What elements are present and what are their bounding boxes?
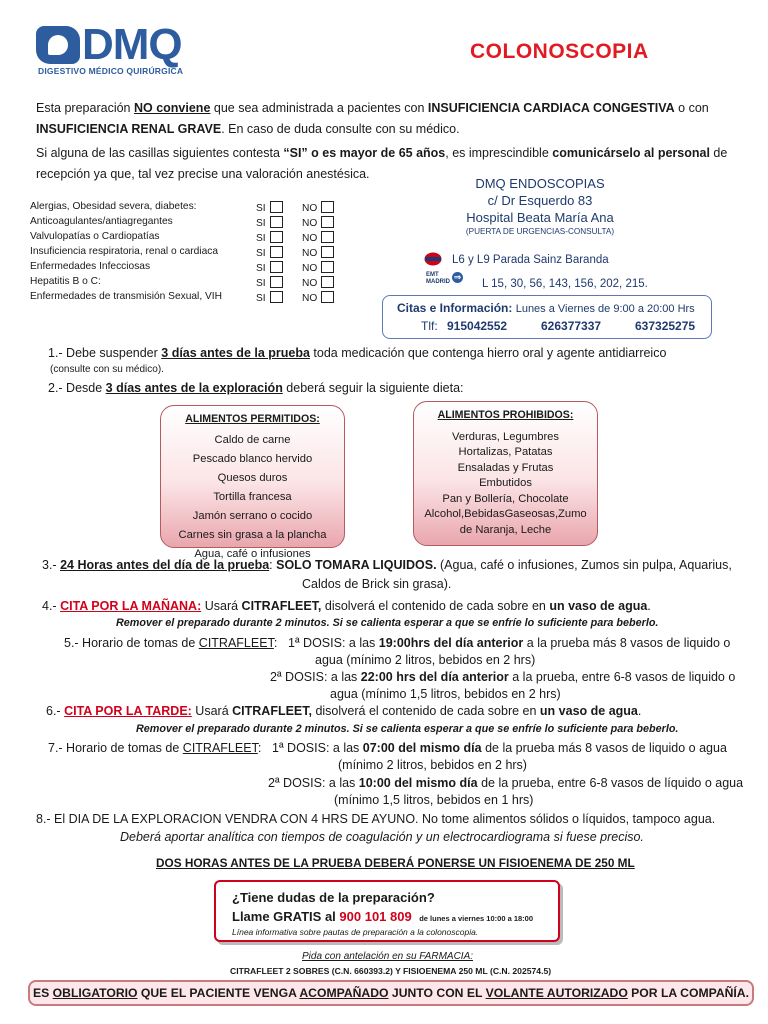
step-8-note: Deberá aportar analítica con tiempos de coagulación y un electrocardiograma si fuese preciso.: [120, 830, 644, 844]
step-7-dose-1: 1ª DOSIS: a las 07:00 del mismo día de la prueba más 8 vasos de liquido o agua: [272, 741, 727, 755]
remove-note: Remover el preparado durante 2 minutos. Si se calienta esperar a que se enfríe lo suficiente para beberlo.: [136, 723, 679, 735]
no-option: NO: [302, 201, 334, 214]
allowed-food-item: Caldo de carne: [214, 434, 291, 446]
bus-lines: L 15, 30, 56, 143, 156, 202, 215.: [482, 278, 648, 290]
step-1: 1.- Debe suspender 3 días antes de la prueba toda medicación que contenga hierro oral y agente antidiarreico: [48, 346, 667, 360]
forbidden-food-item: Hortalizas, Patatas: [458, 446, 553, 458]
remove-note: Remover el preparado durante 2 minutos. Si se calienta esperar a que se enfríe lo suficiente para beberlo.: [116, 617, 659, 629]
pharmacy-ask: Pida con antelación en su FARMACIA:: [302, 951, 474, 962]
allowed-food-item: Agua, café o infusiones: [194, 548, 311, 560]
help-question: ¿Tiene dudas de la preparación?: [232, 890, 435, 905]
step-3-cont: Caldos de Brick sin grasa).: [302, 577, 452, 591]
step-3: 3.- 24 Horas antes del día de la prueba: SOLO TOMARA LIQUIDOS. (Agua, café o infusiones, Zumos sin pulpa, Aquarius,: [42, 558, 732, 572]
phone-number[interactable]: 626377337: [541, 319, 602, 333]
forbidden-foods-title: ALIMENTOS PROHIBIDOS:: [437, 409, 574, 421]
step-5-dose-1-cont: agua (mínimo 2 litros, bebidos en 2 hrs): [315, 653, 536, 667]
no-checkbox[interactable]: [321, 291, 334, 303]
si-option: SI: [256, 216, 283, 229]
intro-paragraph-2: Si alguna de las casillas siguientes contesta “SI” o es mayor de 65 años, es imprescindible comunicárselo al personal de recepción ya que, tal vez precise una valoración anestésica.: [36, 146, 728, 181]
forbidden-food-item: de Naranja, Leche: [459, 523, 552, 536]
si-checkbox[interactable]: [270, 261, 283, 273]
mandatory-notice: ES OBLIGATORIO QUE EL PACIENTE VENGA ACOMPAÑADO JUNTO CON EL VOLANTE AUTORIZADO POR LA COMPAÑÍA.: [28, 980, 754, 1006]
si-checkbox[interactable]: [270, 201, 283, 213]
checklist-row: [30, 260, 350, 275]
no-checkbox[interactable]: [321, 231, 334, 243]
checklist-row: [30, 275, 350, 290]
help-info: Línea informativa sobre pautas de preparación a la colonoscopia.: [232, 927, 479, 937]
step-7-dose-2: 2ª DOSIS: a las 10:00 del mismo día de la prueba, entre 6-8 vasos de líquido o agua: [268, 776, 744, 790]
step-5-dose-2: 2ª DOSIS: a las 22:00 hrs del día anterior a la prueba, entre 6-8 vasos de liquido o: [270, 670, 736, 684]
logo-subtitle: DIGESTIVO MÉDICO QUIRÚRGICA: [38, 66, 184, 76]
no-option: NO: [302, 291, 334, 304]
checklist-row: [30, 200, 350, 215]
step-6: 6.- CITA POR LA TARDE: Usará CITRAFLEET, disolverá el contenido de cada sobre en un vaso de agua.: [46, 704, 642, 718]
no-option: NO: [302, 246, 334, 259]
si-option: SI: [256, 246, 283, 259]
forbidden-food-item: Verduras, Legumbres: [452, 430, 559, 443]
metro-icon: [424, 252, 442, 266]
help-box: [214, 880, 560, 942]
appointment-box: [382, 295, 712, 339]
help-phone[interactable]: 900 101 809: [339, 909, 412, 924]
intro-paragraph-1: Esta preparación NO conviene que sea administrada a pacientes con INSUFICIENCIA CARDIACA CONGESTIVA o con INSUFICIENCIA RENAL GRAVE. En caso de duda consulte con su médico.: [36, 101, 709, 136]
step-4: 4.- CITA POR LA MAÑANA: Usará CITRAFLEET, disolverá el contenido de cada sobre en un vaso de agua.: [42, 599, 651, 613]
center-entrance: (PUERTA DE URGENCIAS-CONSULTA): [465, 227, 615, 236]
no-checkbox[interactable]: [321, 276, 334, 288]
si-checkbox[interactable]: [270, 246, 283, 258]
si-checkbox[interactable]: [270, 231, 283, 243]
pharmacy-products: CITRAFLEET 2 SOBRES (C.N. 660393.2) Y FISIOENEMA 250 ML (C.N. 202574.5): [230, 966, 552, 976]
phone-label: Tlf:: [421, 319, 438, 333]
step-7: 7.- Horario de tomas de CITRAFLEET:: [48, 741, 262, 755]
allowed-food-item: Tortilla francesa: [213, 491, 292, 503]
step-5-dose-1: 1ª DOSIS: a las 19:00hrs del día anterior a la prueba más 8 vasos de liquido o: [288, 636, 731, 650]
emt-bus-icon: EMT MADRID ⇒: [426, 272, 462, 285]
si-option: SI: [256, 291, 283, 304]
checklist-row: [30, 215, 350, 230]
help-call: Llame GRATIS al 900 101 809 de lunes a viernes 10:00 a 18:00: [232, 909, 534, 924]
no-checkbox[interactable]: [321, 261, 334, 273]
step-2: 2.- Desde 3 días antes de la exploración deberá seguir la siguiente dieta:: [48, 381, 464, 395]
forbidden-food-item: Alcohol,BebidasGaseosas,Zumo: [424, 508, 587, 520]
checklist-label: Anticoagulantes/antiagregantes: [30, 216, 173, 227]
phone-number[interactable]: 915042552: [447, 319, 508, 333]
checklist-row: [30, 245, 350, 260]
metro-line: L6 y L9 Parada Sainz Baranda: [452, 254, 609, 266]
si-option: SI: [256, 201, 283, 214]
si-option: SI: [256, 231, 283, 244]
checklist-label: Enfermedades Infecciosas: [30, 261, 151, 272]
no-option: NO: [302, 276, 334, 289]
logo-text: DMQ: [82, 20, 182, 69]
no-option: NO: [302, 231, 334, 244]
forbidden-foods-box: [413, 401, 598, 546]
checklist-label: Valvulopatías o Cardiopatías: [30, 231, 160, 242]
step-7-dose-1-cont: (mínimo 2 litros, bebidos en 2 hrs): [338, 758, 527, 772]
checklist-label: Hepatitis B o C:: [30, 276, 101, 287]
checklist-row: [30, 230, 350, 245]
step-5-dose-2-cont: agua (mínimo 1,5 litros, bebidos en 2 hrs): [330, 687, 561, 701]
center-hospital: Hospital Beata María Ana: [466, 210, 614, 225]
checklist-label: Alergias, Obesidad severa, diabetes:: [30, 201, 197, 212]
no-checkbox[interactable]: [321, 201, 334, 213]
checklist-label: Enfermedades de transmisión Sexual, VIH: [30, 291, 222, 302]
forbidden-food-item: Ensaladas y Frutas: [457, 461, 554, 474]
no-checkbox[interactable]: [321, 246, 334, 258]
allowed-foods-title: ALIMENTOS PERMITIDOS:: [185, 413, 320, 425]
allowed-food-item: Quesos duros: [217, 472, 288, 484]
dmq-logo: [36, 20, 206, 84]
phone-number[interactable]: 637325275: [635, 319, 696, 333]
si-option: SI: [256, 261, 283, 274]
checklist-row: [30, 290, 350, 305]
no-option: NO: [302, 261, 334, 274]
page-title: COLONOSCOPIA: [470, 40, 649, 63]
allowed-food-item: Jamón serrano o cocido: [192, 510, 313, 522]
appointment-info: Citas e Información: Lunes a Viernes de 9:00 a 20:00 Hrs: [397, 301, 695, 315]
center-name: DMQ ENDOSCOPIAS: [475, 176, 605, 191]
checklist-label: Insuficiencia respiratoria, renal o cardiaca: [30, 246, 218, 257]
forbidden-food-item: Embutidos: [479, 477, 532, 489]
dmq-logo-icon: [36, 26, 80, 64]
si-option: SI: [256, 276, 283, 289]
allowed-food-item: Carnes sin grasa a la plancha: [178, 529, 327, 541]
center-address: c/ Dr Esquerdo 83: [487, 193, 593, 208]
no-option: NO: [302, 216, 334, 229]
si-checkbox[interactable]: [270, 216, 283, 228]
forbidden-food-item: Pan y Bollería, Chocolate: [442, 492, 569, 505]
si-checkbox[interactable]: [270, 276, 283, 288]
step-5: 5.- Horario de tomas de CITRAFLEET:: [64, 636, 278, 650]
allowed-foods-box: [160, 405, 345, 560]
step-8: 8.- El DIA DE LA EXPLORACION VENDRA CON 4 HRS DE AYUNO. No tome alimentos sólidos o líquidos, tampoco agua.: [36, 812, 716, 826]
step-1-note: (consulte con su médico).: [50, 364, 164, 375]
step-7-dose-2-cont: (mínimo 1,5 litros, bebidos en 1 hrs): [334, 793, 534, 807]
si-checkbox[interactable]: [270, 291, 283, 303]
enema-notice: DOS HORAS ANTES DE LA PRUEBA DEBERÁ PONERSE UN FISIOENEMA DE 250 ML: [156, 856, 635, 870]
allowed-food-item: Pescado blanco hervido: [192, 453, 313, 465]
no-checkbox[interactable]: [321, 216, 334, 228]
